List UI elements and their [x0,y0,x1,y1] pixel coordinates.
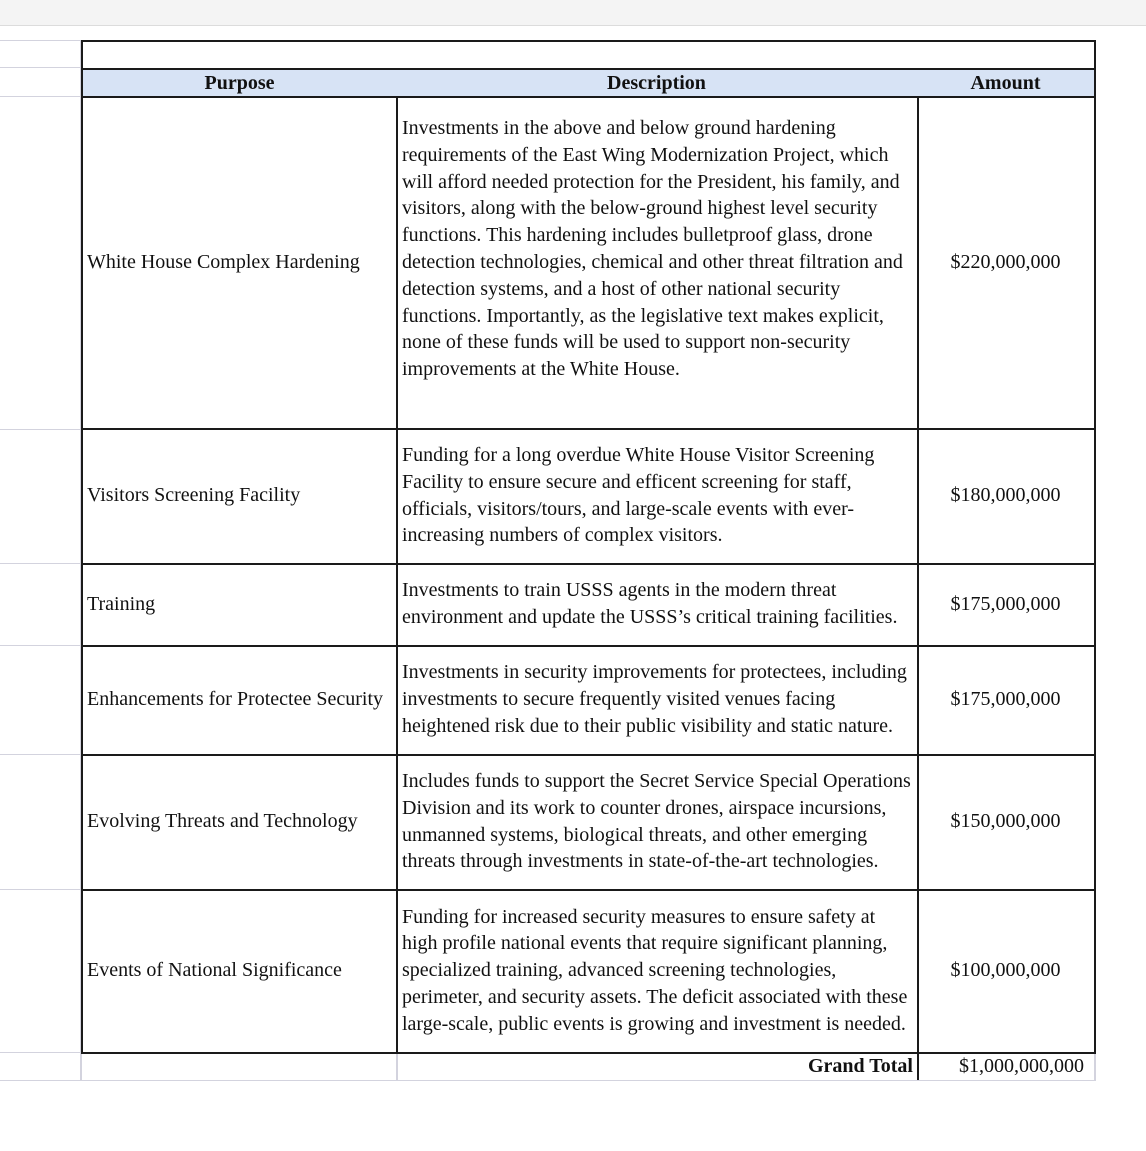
grand-total-amount: $1,000,000,000 [917,1053,1094,1080]
table-row-amount: $175,000,000 [917,563,1096,647]
grid-line [0,754,82,755]
table-row-description: Funding for increased security measures to ensure safety at high profile national events that require significant planning, specialized training, advanced screening technologies, perimeter, and security assets. The deficit associated with these large-scale, public events is growing and investment is needed. [396,889,919,1054]
table-row-amount: $180,000,000 [917,428,1096,565]
table-title-row [81,40,1096,69]
grid-line [1094,1053,1096,1081]
header-description: Description [396,68,919,98]
table-row-description: Funding for a long overdue White House Visitor Screening Facility to ensure secure and efficent screening for staff, officials, visitors/tours, and large-scale events with ever-increasing numbers of complex visitors. [396,428,919,565]
table-row-purpose: Visitors Screening Facility [81,428,398,565]
grid-line [0,96,82,97]
grid-line [0,563,82,564]
grid-line [0,1052,82,1053]
table-row-purpose: Events of National Significance [81,889,398,1054]
grid-line [0,67,82,68]
table-row-description: Investments to train USSS agents in the modern threat environment and update the USSS’s critical training facilities. [396,563,919,647]
table-row-description: Investments in security improvements for protectees, including investments to secure frequently visited venues facing heightened risk due to their public visibility and static nature. [396,645,919,756]
grid-line [0,889,82,890]
table-row-amount: $220,000,000 [917,96,1096,430]
header-purpose: Purpose [81,68,398,98]
table-row-amount: $100,000,000 [917,889,1096,1054]
table-row-amount: $175,000,000 [917,645,1096,756]
table-row-amount: $150,000,000 [917,754,1096,891]
table-row-description: Includes funds to support the Secret Service Special Operations Division and its work to counter drones, airspace incursions, unmanned systems, biological threats, and other emerging threats through investments in state-of-the-art technologies. [396,754,919,891]
table-row-purpose: White House Complex Hardening [81,96,398,430]
grid-line [0,40,82,41]
table-row-purpose: Training [81,563,398,647]
grid-line [0,429,82,430]
grid-line [0,1080,1096,1081]
window-top-bar [0,0,1146,26]
table-row-purpose: Enhancements for Protectee Security [81,645,398,756]
table-row-description: Investments in the above and below ground hardening requirements of the East Wing Modernization Project, which will afford needed protection for the President, his family, and visitors, along with the below-ground highest level security functions. This hardening includes bulletproof glass, drone detection technologies, chemical and other threat filtration and detection systems, and a host of other national security functions. Importantly, as the legislative text makes explicit, none of these funds will be used to support non-security improvements at the White House. [396,96,919,430]
grid-line [0,645,82,646]
grand-total-label: Grand Total [807,1055,913,1077]
table-row-purpose: Evolving Threats and Technology [81,754,398,891]
header-amount: Amount [917,68,1096,98]
